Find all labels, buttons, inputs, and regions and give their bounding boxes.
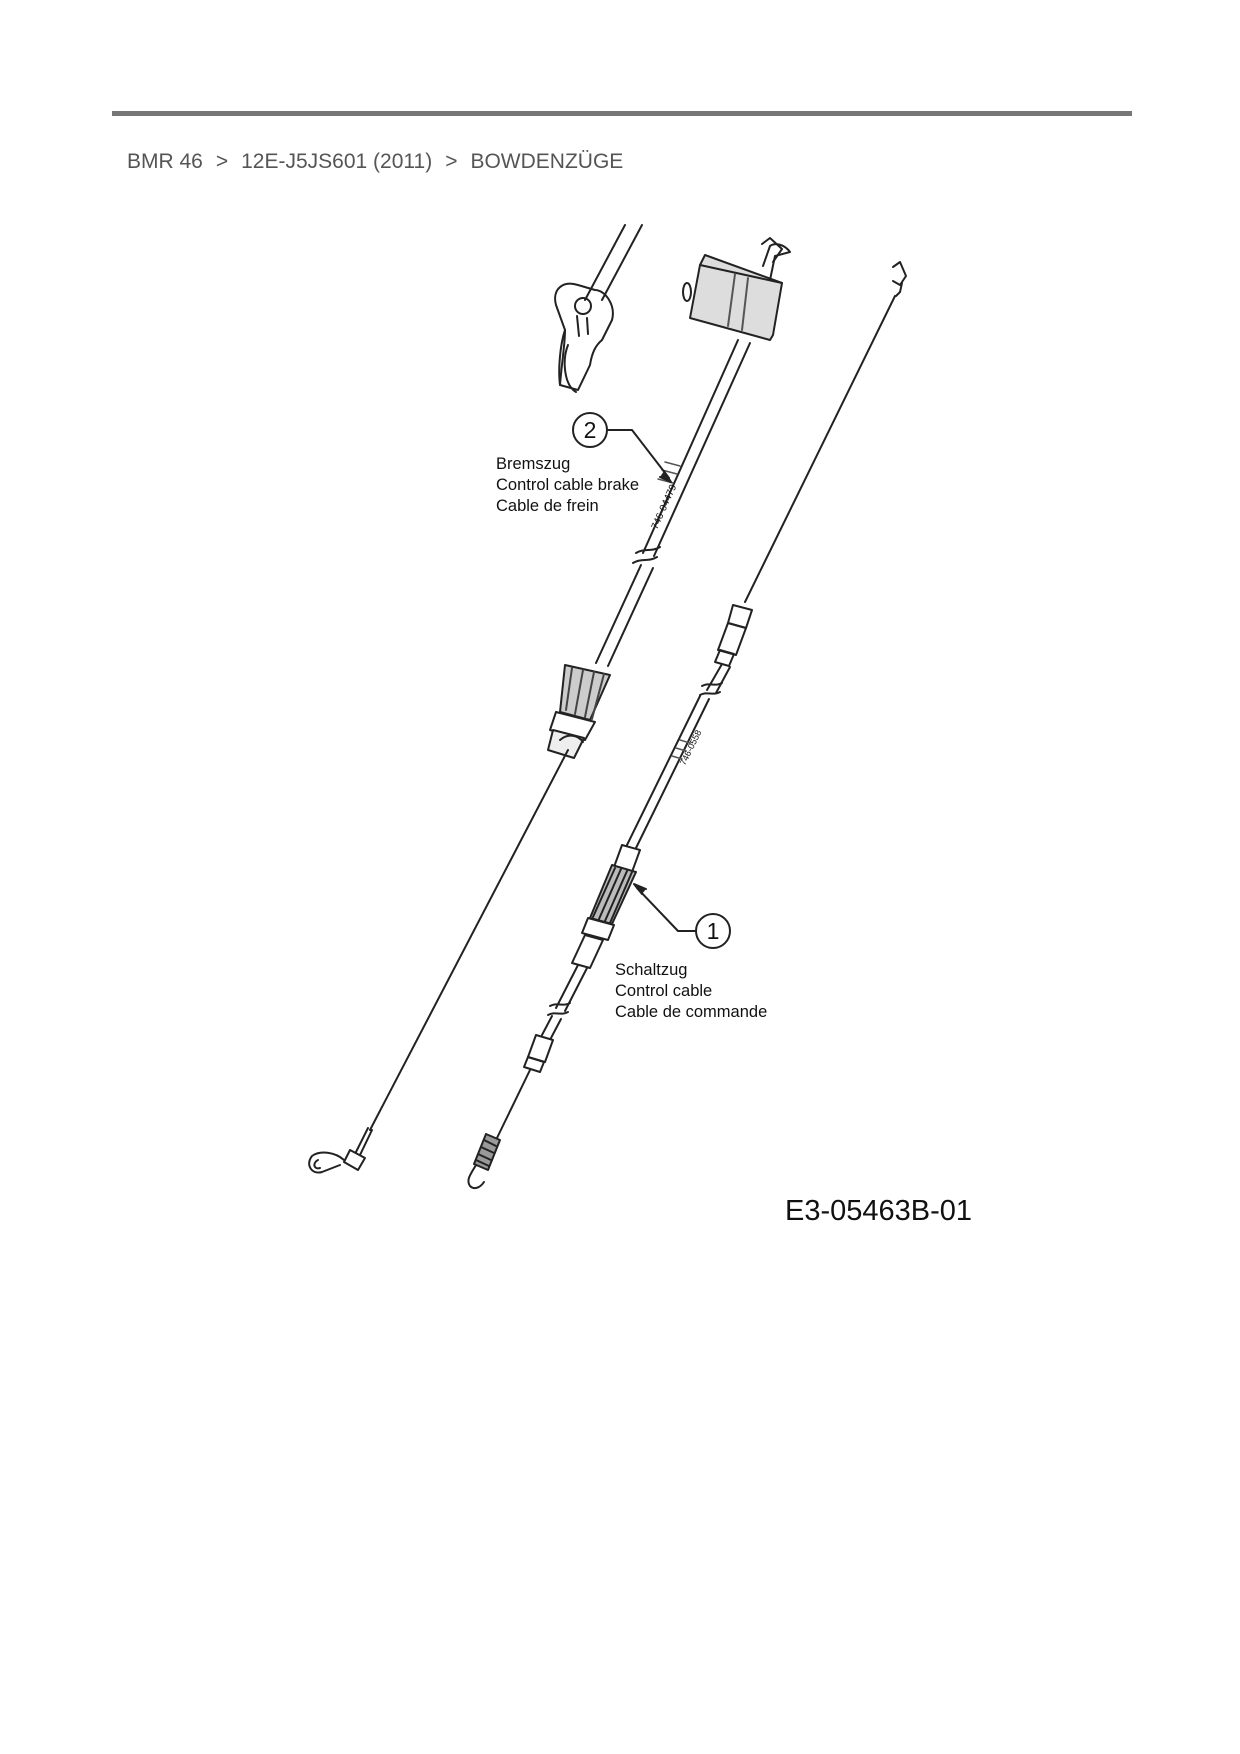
breadcrumb-item-variant[interactable]: 12E-J5JS601 (2011) [241, 150, 433, 173]
control-cable-upper-ferrule [715, 605, 752, 666]
breadcrumb-item-model[interactable]: BMR 46 [127, 150, 203, 173]
brake-cable [309, 225, 790, 1173]
control-cable-label [615, 960, 767, 1023]
brake-cable-block [683, 238, 790, 340]
brake-cable-clip [555, 284, 613, 392]
control-cable [468, 262, 906, 1188]
callout-2-number: 2 [583, 417, 597, 443]
callout-1-number: 1 [706, 918, 720, 944]
control-cable-label-fr: Cable de commande [615, 1003, 768, 1021]
brake-cable-adjuster [548, 665, 610, 758]
brake-cable-label-fr: Cable de frein [496, 497, 599, 515]
brake-cable-print: 746-04479 [649, 483, 680, 532]
control-cable-spring-holder [572, 845, 640, 968]
breadcrumb-separator: > [215, 150, 229, 173]
breadcrumb-separator: > [445, 150, 458, 173]
control-cable-end-spring [468, 1134, 500, 1188]
breadcrumb-item-section: BOWDENZÜGE [470, 150, 624, 173]
diagram-code: E3-05463B-01 [785, 1195, 973, 1227]
control-cable-lower-ferrule [524, 1035, 553, 1072]
brake-cable-label [496, 454, 639, 517]
brake-cable-label-en: Control cable brake [496, 476, 640, 494]
control-cable-label-en: Control cable [615, 982, 713, 1000]
brake-cable-end [309, 1128, 372, 1173]
control-cable-print: 746-0558 [677, 728, 704, 767]
control-cable-label-de: Schaltzug [615, 961, 688, 979]
brake-cable-label-de: Bremszug [496, 455, 571, 473]
